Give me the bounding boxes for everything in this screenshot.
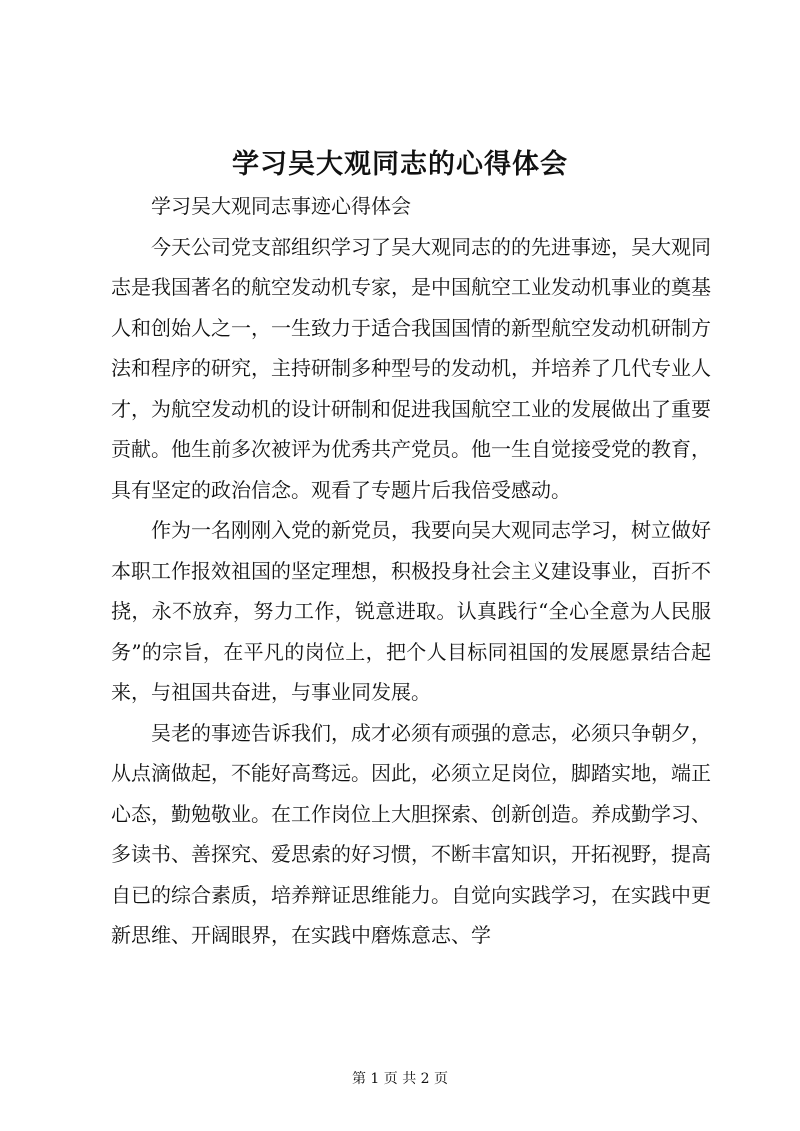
paragraph-subtitle: 学习吴大观同志事迹心得体会 xyxy=(151,194,411,218)
paragraph: 今天公司党支部组织学习了吴大观同志的的先进事迹，吴大观同志是我国著名的航空发动机专家，是中国航空工业发动机事业的奠基人和创始人之一，一生致力于适合我国国情的新型航空发动机研制方法和程序的研究，主持研制多种型号的发动机，并培养了几代专业人才，为航空发动机的设计研制和促进我国航空工业的发展做出了重要贡献。他生前多次被评为优秀共产党员。他一生自觉接受党的教育，具有坚定的政治信念。观看了专题片后我倍受感动。 xyxy=(111,234,711,502)
paragraph: 吴老的事迹告诉我们，成才必须有顽强的意志，必须只争朝夕，从点滴做起，不能好高骛远。因此，必须立足岗位，脚踏实地，端正心态，勤勉敬业。在工作岗位上大胆探索、创新创造。养成勤学习、多读书、善探究、爱思索的好习惯，不断丰富知识，开拓视野，提高自已的综合素质，培养辩证思维能力。自觉向实践学习，在实践中更新思维、开阔眼界，在实践中磨炼意志、学 xyxy=(111,720,711,947)
document-body xyxy=(111,186,711,956)
paragraph: 作为一名刚刚入党的新党员，我要向吴大观同志学习，树立做好本职工作报效祖国的坚定理想，积极投身社会主义建设事业，百折不挠，永不放弃，努力工作，锐意进取。认真践行“全心全意为人民服务”的宗旨，在平凡的岗位上，把个人目标同祖国的发展愿景结合起来，与祖国共奋进，与事业同发展。 xyxy=(111,518,711,704)
page-number-footer: 第 1 页 共 2 页 xyxy=(351,1071,449,1087)
page-title: 学习吴大观同志的心得体会 xyxy=(232,149,568,180)
